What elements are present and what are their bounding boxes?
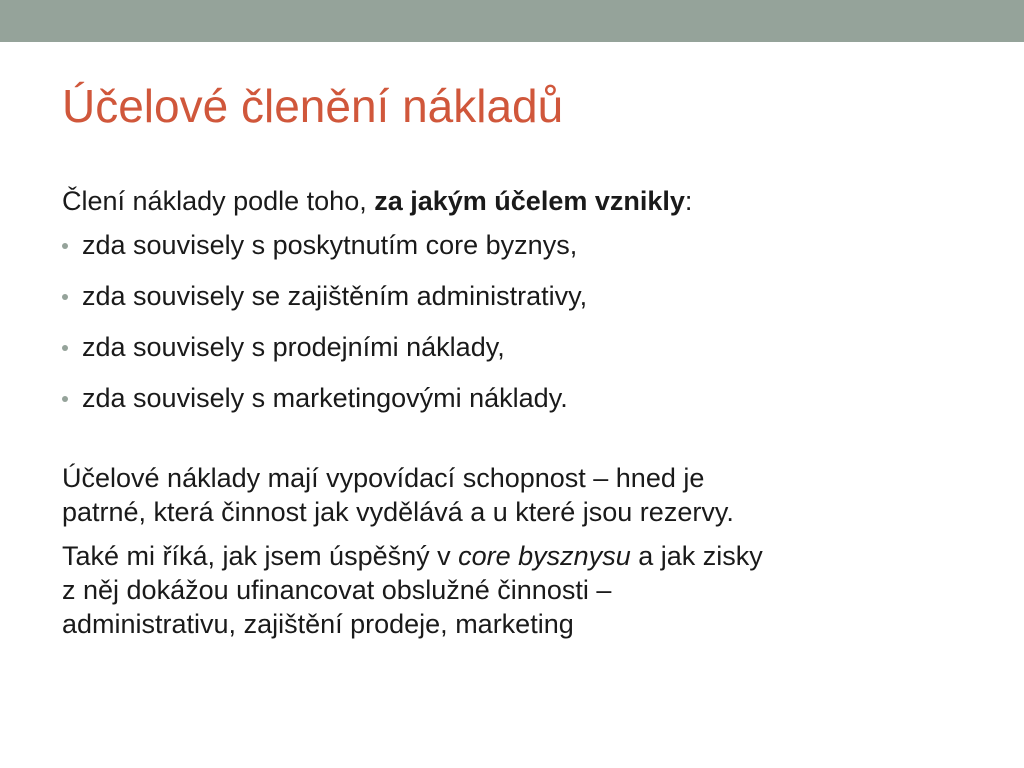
paragraph-success-text-before: Také mi říká, jak jsem úspěšný v [62, 541, 459, 571]
intro-suffix: : [684, 186, 693, 216]
paragraph-purpose [62, 461, 962, 529]
list-item [62, 330, 962, 364]
bullet-icon [62, 243, 68, 249]
list-item-text: zda souvisely s marketingovými náklady. [82, 383, 568, 413]
intro-line [62, 184, 962, 218]
intro-text: Člení náklady podle toho, [62, 186, 375, 216]
top-bar [0, 0, 1024, 42]
paragraph-purpose-line1: Účelové náklady mají vypovídací schopnost – hned je [62, 463, 705, 493]
paragraph-success [62, 539, 962, 641]
list-item-text: zda souvisely s prodejními náklady, [82, 332, 505, 362]
slide-body [62, 184, 962, 641]
bullet-list [62, 228, 962, 415]
bullet-icon [62, 294, 68, 300]
list-item [62, 381, 962, 415]
paragraph-success-line3: administrativu, zajištění prodeje, marketing [62, 609, 574, 639]
paragraph-success-line2: z něj dokážou ufinancovat obslužné činnosti – [62, 575, 612, 605]
list-item [62, 228, 962, 262]
list-item-text: zda souvisely s poskytnutím core byznys, [82, 230, 578, 260]
bullet-icon [62, 396, 68, 402]
slide-title: Účelové členění nákladů [62, 80, 564, 132]
intro-bold-text: za jakým účelem vznikly [374, 186, 685, 216]
paragraph-success-text-after: a jak zisky [630, 541, 763, 571]
list-item-text: zda souvisely se zajištěním administrativy, [82, 281, 588, 311]
list-item [62, 279, 962, 313]
bullet-icon [62, 345, 68, 351]
paragraph-success-italic: core bysznysu [458, 541, 631, 571]
paragraph-purpose-line2: patrné, která činnost jak vydělává a u které jsou rezervy. [62, 497, 734, 527]
